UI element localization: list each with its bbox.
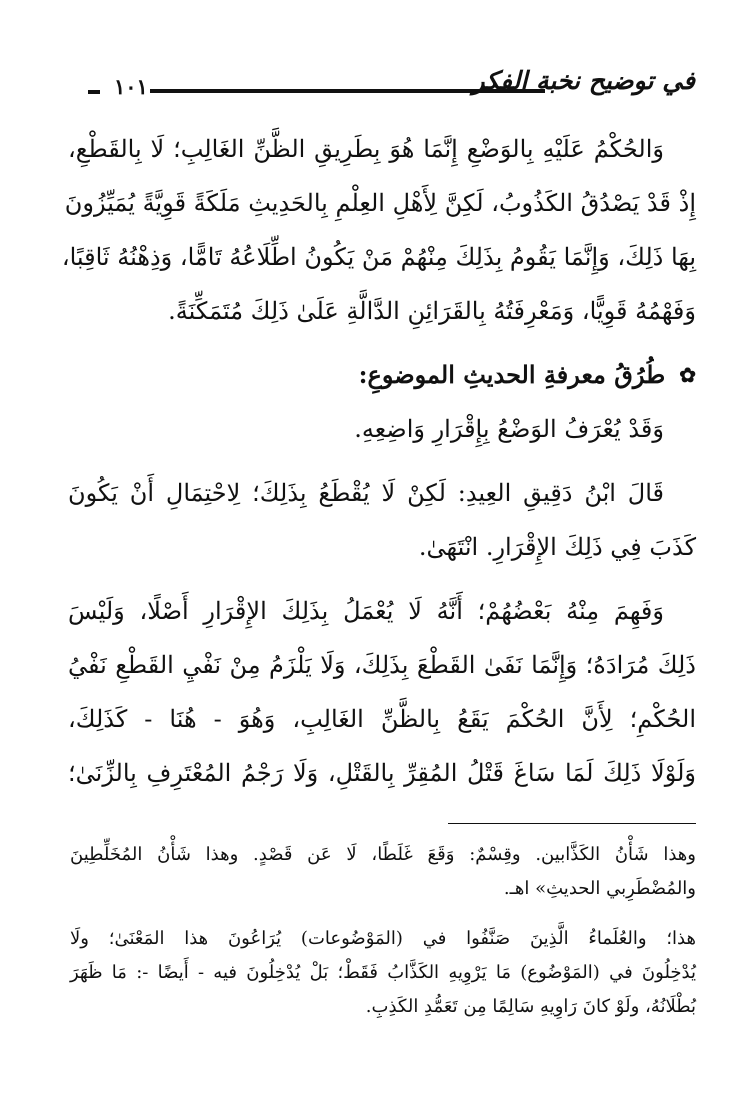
section-heading-text: طُرُقُ معرفةِ الحديثِ الموضوعِ: <box>358 360 666 389</box>
section-heading <box>68 348 696 402</box>
paragraph-2 <box>68 402 696 456</box>
text-line: ذَلِكَ مُرَادَهُ؛ وَإِنَّمَا نَفَىٰ القَطْعَ بِذَلِكَ، وَلَا يَلْزَمُ مِنْ نَفْيِ القَطْعِ نَفْيُ <box>68 651 696 679</box>
footnote-line: يُدْخِلُونَ في (المَوْضُوع) مَا يَرْوِيهِ الكَذَّابُ فَقَطْ؛ بَلْ يُدْخِلُونَ فيه - أَيضًا -: مَا ظَهَرَ <box>70 962 696 983</box>
text-line: إِذْ قَدْ يَصْدُقُ الكَذُوبُ، لَكِنَّ لِأَهْلِ العِلْمِ بِالحَدِيثِ مَلَكَةً قَوِيَّةً يُمَيِّزُونَ <box>64 189 696 217</box>
text-line: الحُكْمِ؛ لِأَنَّ الحُكْمَ يَقَعُ بِالظَّنِّ الغَالِبِ، وَهُوَ - هُنَا - كَذَلِكَ، <box>68 705 696 733</box>
footnote-2 <box>70 922 696 1024</box>
footnote-line: وهذا شَأْنُ الكَذَّابين. وقِسْمٌ: وَقَعَ غَلَطًا، لَا عَن قَصْدٍ. وهذا شَأْنُ المُخَلِّطِينَ <box>70 844 696 865</box>
paragraph-3 <box>68 466 696 574</box>
flower-ornament-icon: ✿ <box>679 363 696 387</box>
text-line: وَالحُكْمُ عَلَيْهِ بِالوَضْعِ إِنَّمَا هُوَ بِطَرِيقِ الظَّنِّ الغَالِبِ؛ لَا بِالقَطْعِ، <box>68 135 664 163</box>
page-header <box>88 64 695 108</box>
text-line: كَذَبَ فِي ذَلِكَ الإِقْرَارِ. انْتَهَىٰ. <box>418 533 696 561</box>
footnote-line: والمُضْطَرِبي الحديثِ» اهـ. <box>503 878 696 899</box>
text-line: وَفَهِمَ مِنْهُ بَعْضُهُمْ؛ أَنَّهُ لَا يُعْمَلُ بِذَلِكَ الإِقْرَارِ أَصْلًا، وَلَيْسَ <box>68 597 664 625</box>
page-number: ١٠١ <box>114 74 148 99</box>
footnote-separator <box>448 823 696 824</box>
paragraph-4 <box>68 584 696 800</box>
header-dash <box>88 90 100 94</box>
paragraph-1 <box>61 122 696 338</box>
text-line: وَقَدْ يُعْرَفُ الوَضْعُ بِإِقْرَارِ وَاضِعِهِ. <box>354 415 664 443</box>
book-title: في توضيح نخبة الفكر <box>472 66 695 95</box>
footnotes <box>70 838 696 1040</box>
footnote-1 <box>70 838 696 906</box>
text-line: بِهَا ذَلِكَ، وَإِنَّمَا يَقُومُ بِذَلِكَ مِنْهُمْ مَنْ يَكُونُ اطِّلَاعُهُ تَامًّا، وَذِهْنُهُ ثَاقِبًا، <box>61 243 696 271</box>
text-line: وَفَهْمُهُ قَوِيًّا، وَمَعْرِفَتُهُ بِالقَرَائِنِ الدَّالَّةِ عَلَىٰ ذَلِكَ مُتَمَكِّنَةً. <box>168 297 696 325</box>
main-text <box>61 122 696 810</box>
footnote-line: هذا؛ والعُلَماءُ الَّذِينَ صَنَّفُوا في (المَوْضُوعات) يُرَاعُونَ هذا المَعْنَىٰ؛ ولَا <box>70 928 696 949</box>
footnote-line: بُطْلَانُهُ، ولَوْ كانَ رَاوِيهِ سَالِمًا مِن تَعَمُّدِ الكَذِبِ. <box>365 996 696 1017</box>
text-line: وَلَوْلَا ذَلِكَ لَمَا سَاغَ قَتْلُ المُقِرِّ بِالقَتْلِ، وَلَا رَجْمُ المُعْتَرِفِ بِالزِّنَىٰ؛ <box>68 759 696 787</box>
text-line: قَالَ ابْنُ دَقِيقِ العِيدِ: لَكِنْ لَا يُقْطَعُ بِذَلِكَ؛ لِاحْتِمَالِ أَنْ يَكُونَ <box>68 479 665 507</box>
